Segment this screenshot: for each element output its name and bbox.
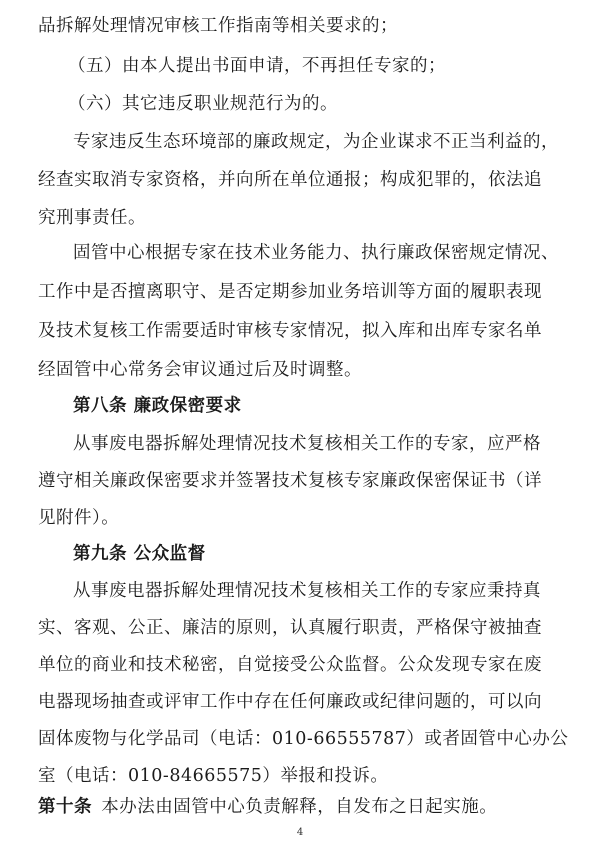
- article-10-heading: 第十条: [38, 797, 92, 817]
- review-paragraph-line-2: 工作中是否擅离职守、是否定期参加业务培训等方面的履职表现: [38, 282, 542, 302]
- continued-text-line: 品拆解处理情况审核工作指南等相关要求的；: [38, 16, 398, 36]
- review-paragraph-line-3: 及技术复核工作需要适时审核专家情况，拟入库和出库专家名单: [38, 321, 542, 341]
- article-8-body-line-3: 见附件）。: [38, 508, 120, 528]
- article-8-heading: 第八条 廉政保密要求: [73, 396, 242, 416]
- article-9-body-line-6: 室（电话：010-84665575）举报和投诉。: [38, 766, 389, 786]
- violation-paragraph-line-2: 经查实取消专家资格，并向所在单位通报；构成犯罪的，依法追: [38, 170, 542, 190]
- article-10-body: 本办法由固管中心负责解释，自发布之日起实施。: [101, 797, 498, 817]
- article-9-body-line-1: 从事废电器拆解处理情况技术复核相关工作的专家应秉持真: [73, 581, 541, 601]
- review-paragraph-line-1: 固管中心根据专家在技术业务能力、执行廉政保密规定情况、: [73, 243, 559, 263]
- review-paragraph-line-4: 经固管中心常务会审议通过后及时调整。: [38, 360, 362, 380]
- page-number: 4: [296, 827, 304, 838]
- article-9-body-line-5: 固体废物与化学品司（电话：010-66555787）或者固管中心办公: [38, 729, 569, 749]
- list-item-5: （五）由本人提出书面申请，不再担任专家的；: [68, 56, 446, 76]
- article-9-body-line-4: 电器现场抽查或评审工作中存在任何廉政或纪律问题的，可以向: [38, 692, 542, 712]
- article-8-body-line-1: 从事废电器拆解处理情况技术复核相关工作的专家，应严格: [73, 434, 541, 454]
- violation-paragraph-line-3: 究刑事责任。: [38, 208, 146, 228]
- article-8-body-line-2: 遵守相关廉政保密要求并签署技术复核专家廉政保密保证书（详: [38, 471, 542, 491]
- list-item-6: （六）其它违反职业规范行为的。: [68, 94, 338, 114]
- article-9-heading: 第九条 公众监督: [73, 544, 206, 564]
- article-10-line: [38, 792, 600, 822]
- article-9-body-line-3: 单位的商业和技术秘密，自觉接受公众监督。公众发现专家在废: [38, 655, 542, 675]
- article-9-body-line-2: 实、客观、公正、廉洁的原则，认真履行职责，严格保守被抽查: [38, 618, 542, 638]
- violation-paragraph-line-1: 专家违反生态环境部的廉政规定，为企业谋求不正当利益的，: [73, 132, 559, 152]
